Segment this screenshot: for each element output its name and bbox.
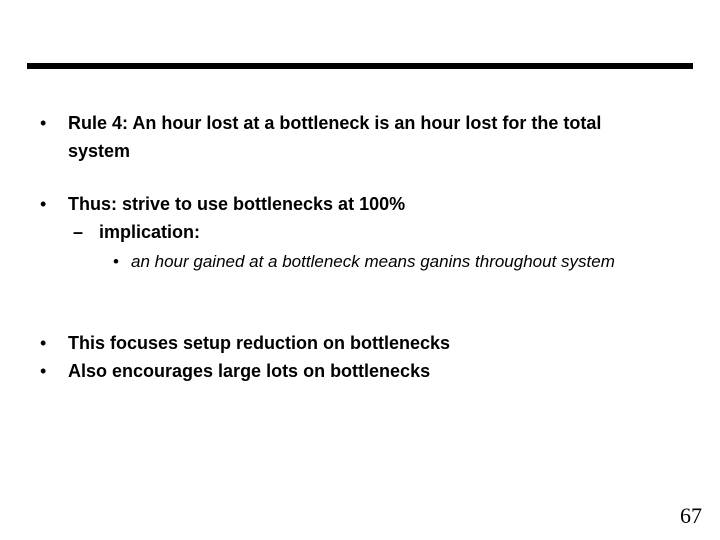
bullet-text: implication: (99, 222, 201, 242)
bullet-rule-4 (40, 109, 648, 165)
bullet-marker: • (40, 361, 47, 381)
sub-sub-bullet-hour-gained (113, 248, 651, 276)
title-divider (27, 63, 693, 69)
bullet-text: This focuses setup reduction on bottlenecks (68, 333, 451, 353)
bullet-text: Also encourages large lots on bottlenecks (68, 361, 431, 381)
bullet-marker: • (40, 333, 47, 353)
page-number: 67 (680, 503, 702, 528)
bullet-marker: • (113, 252, 119, 271)
bullet-thus (40, 190, 648, 218)
sub-bullet-implication (73, 218, 659, 246)
bullet-setup-reduction (40, 329, 648, 357)
bullet-marker: • (40, 194, 47, 214)
bullet-text: an hour gained at a bottleneck means ganins throughout system (131, 252, 615, 271)
bullet-marker: • (40, 113, 47, 133)
bullet-large-lots (40, 357, 648, 385)
dash-marker: – (73, 222, 84, 242)
bullet-text: Thus: strive to use bottlenecks at 100% (68, 194, 406, 214)
bullet-text: Rule 4: An hour lost at a bottleneck is an hour lost for the total system (68, 113, 602, 161)
